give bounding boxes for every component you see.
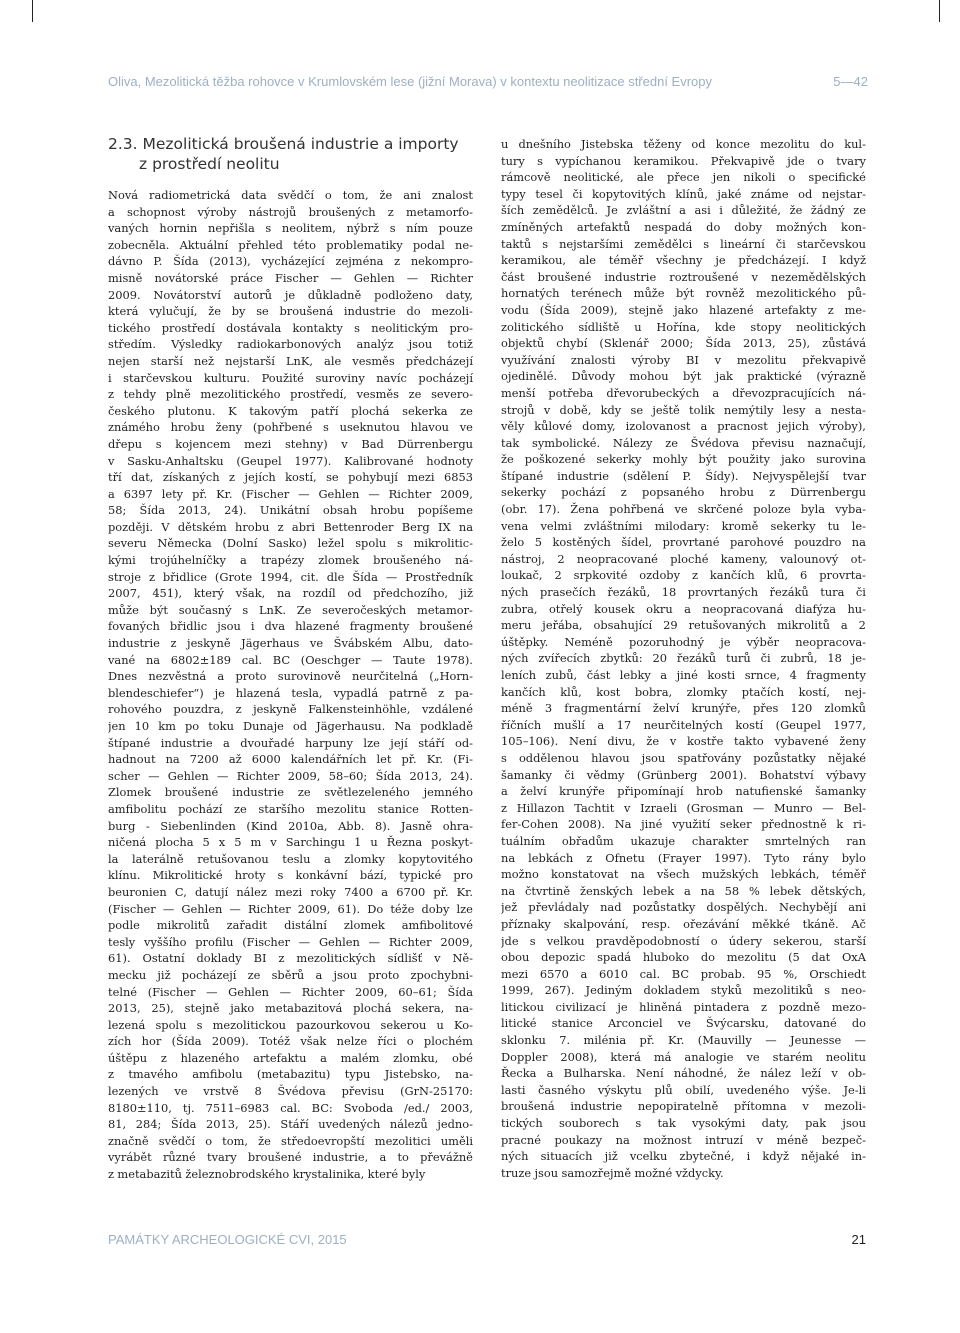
text-line: i starčevskou kulturu. Použité suroviny navíc pocházejí [108, 370, 473, 385]
text-line: mecku již pocházejí ze sběrů a jsou proto zpochybni- [108, 967, 473, 982]
text-line: z Hillazon Tachtit v Izraeli (Grosman — Munro — Bel- [501, 800, 866, 815]
text-line: z tehdy plně mezolitického prostředí, vesměs ze severo- [108, 387, 473, 402]
text-line: a želví krunýře připomínají hrob natufienské šamanky [501, 784, 866, 799]
text-line: a 6397 lety př. Kr. (Fischer — Gehlen — Richter 2009, [108, 486, 473, 501]
text-line: tického prostředí dostávala kontakty s neolitickým pro- [108, 320, 473, 335]
text-line: litické stanice Arconciel ve Švýcarsku, datované do [501, 1016, 866, 1031]
text-line: (Fischer — Gehlen — Richter 2009, 61). Do téže doby lze [108, 901, 473, 916]
text-line: la laterálně retušovanou teslu a zlomky kopytovitého [108, 851, 473, 866]
text-line: vaných hornin nepřišla s neolitem, nýbrž s ním pouze [108, 221, 473, 236]
text-line: beuronien C, datují nález mezi roky 7400 a 6700 př. Kr. [108, 884, 473, 899]
page-range: 5—42 [833, 74, 868, 89]
text-line: 61). Ostatní doklady BI z mezolitických sídlišť v Ně- [108, 951, 473, 966]
section-heading [108, 134, 478, 174]
text-line: podle mikrolitů zařadit distální zlomek amfibolitové [108, 918, 473, 933]
text-line: 8180±110, tj. 7511–6983 cal. BC: Svoboda /ed./ 2003, [108, 1100, 473, 1115]
text-line: kými trojúhelníčky a trapézy zlomek broušeného ná- [108, 553, 473, 568]
text-line: rámcově neolitické, ale přece jen nikoli o specifické [501, 170, 866, 185]
text-line: Zlomek broušené industrie ze světlezeleného jemného [108, 785, 473, 800]
text-line: lezená spolu s mezolitickou pazourkovou sekerou u Ko- [108, 1017, 473, 1032]
text-line: misně novátorské práce Fischer — Gehlen — Richter [108, 270, 473, 285]
text-line: tury s vypíchanou keramikou. Překvapivě jde o tvary [501, 153, 866, 168]
page-footer [108, 1232, 866, 1247]
text-line: dávno P. Šída (2013), vycházející zejména z nekompro- [108, 254, 473, 269]
text-line: později. V dětském hrobu z abri Bettenroder Berg IX na [108, 519, 473, 534]
text-line: vané na 6802±189 cal. BC (Oeschger — Taute 1978). [108, 652, 473, 667]
text-line: tesly vyššího profilu (Fischer — Gehlen — Richter 2009, [108, 934, 473, 949]
text-line: středím. Výsledky radiokarbonových analýz jsou totiž [108, 337, 473, 352]
text-line: ných zvířecích zbytků: 20 řezáků turů či zubrů, 18 je- [501, 651, 866, 666]
text-line: strojů v době, kdy se ještě tolik nemýtily lesy a nesta- [501, 402, 866, 417]
text-line: kančích klů, kost bobra, zlomky ptačích kostí, nej- [501, 684, 866, 699]
text-line: tických souborech s tak vysokými daty, pak jsou [501, 1116, 866, 1131]
text-line: z metabazitů železnobrodského krystalinika, které byly [108, 1167, 426, 1182]
text-line: meru jeřába, obsahující 29 retušovaných mikrolitů a 2 [501, 618, 866, 633]
text-line: Řecka a Bulharska. Není náhodné, že nález leží v ob- [501, 1066, 866, 1081]
text-line: mezi 6570 a 6010 cal. BC probab. 95 %, Orschiedt [501, 966, 866, 981]
text-line: menší potřeba dřevorubeckých a dřevozpracujících ná- [501, 385, 866, 400]
text-line: obou depozic spadá hluboko do mezolitu (5 dat OxA [501, 950, 866, 965]
text-line: leních zubů, část lebky a jiné kosti srnce, 4 fragmenty [501, 668, 866, 682]
section-number: 2.3. [108, 135, 138, 153]
journal-name: PAMÁTKY ARCHEOLOGICKÉ CVI, 2015 [108, 1232, 347, 1247]
text-line: pracné poukazy na možnost intruzí v méně bezpeč- [501, 1132, 866, 1147]
text-line: v Sasku-Anhaltsku (Geupel 1977). Kalibrované hodnoty [108, 453, 473, 468]
text-line: zmíněných artefaktů nespadá do doby možných kon- [501, 219, 866, 234]
text-line: úštěpu z hlazeného artefaktu a malém zlomku, obé [108, 1050, 473, 1065]
text-line: želo 5 kostěných šídel, provrtané parohové pouzdro na [501, 535, 866, 550]
text-line: dřepu s kojencem mezi stehny) v Bad Dürrenbergu [108, 436, 473, 451]
text-line: 58; Šída 2013, 24). Unikátní obsah hrobu popíšeme [108, 503, 473, 518]
text-line: sekerky pochází z popsaného hrobu z Dürrenbergu [501, 485, 866, 500]
text-line: část broušené industrie roztroušené v nezemědělských [501, 269, 866, 284]
text-line: jde s velkou pravděpodobností o údery sekerou, starší [501, 933, 866, 948]
text-line: méně 3 fragmentární želví krunýře, přes 120 zlomků [501, 701, 866, 716]
text-line: na čtvrtině ženských lebek a na 58 % lebek dětských, [501, 883, 866, 898]
text-line: industrie z jeskyně Jägerhaus ve Švábském Albu, dato- [108, 636, 473, 651]
text-line: vena velmi zvláštními milodary: kromě sekerky tu le- [501, 518, 866, 533]
text-line: ničená plocha 5 x 5 m v Sarchingu 1 u Řezna poskyt- [108, 835, 473, 850]
text-line: tak symbolické. Nálezy ze Švédova převisu naznačují, [501, 435, 866, 450]
text-line: 105–106). Není divu, že v kostře takto vybavené ženy [501, 734, 866, 749]
text-line: s oddělenou hlavou jsou spatřovány pozůstatky nějaké [501, 750, 866, 765]
crop-mark-left [32, 0, 33, 22]
text-line: truze jsou samozřejmě možné vždycky. [501, 1165, 724, 1180]
text-line: známého hrobu ženy (pohřbené s useknutou hlavou ve [108, 420, 473, 435]
section-title-line1: Mezolitická broušená industrie a importy [142, 135, 459, 153]
text-line: může být současný s LnK. Ze severočeských metamor- [108, 602, 473, 617]
text-line: lasti časného výskytu plů obilí, uvedeného výše. Je-li [501, 1082, 866, 1097]
text-line: využívání znalosti výroby BI v mezolitu překvapivě [501, 352, 866, 367]
text-line: vodu (Šída 2009), stejně jako hlazené artefakty z me- [501, 302, 866, 317]
text-line: fer-Cohen 2008). Na jiné využití seker přednostně k ri- [501, 817, 866, 832]
text-line: nejen starší než nejstarší LnK, ale vesměs předcházejí [108, 353, 473, 368]
text-line: klínu. Mikrolitické hroty s konkávní bází, typické pro [108, 868, 473, 883]
text-line: 2007, 451), který však, na rozdíl od předchozího, již [108, 586, 473, 601]
text-line: ších zemědělců. Je zvláštní a asi i důležité, že žádný ze [501, 203, 866, 218]
page-number: 21 [851, 1232, 866, 1247]
text-line: z tmavého amfibolu (metabazitu) typu Jistebsko, na- [108, 1067, 473, 1082]
text-line: telné (Fischer — Gehlen — Richter 2009, 60–61; Šída [108, 984, 473, 999]
text-line: scher — Gehlen — Richter 2009, 58–60; Šída 2013, 24). [108, 768, 473, 783]
text-line: 2013, 25), stejně jako metabazitová plochá sekera, na- [108, 1001, 473, 1016]
text-line: blendeschiefer“) je hlazená tesla, vypadlá patrně z pa- [108, 685, 473, 700]
text-line: ojedinělé. Důvody mohou být jak praktické (výrazně [501, 369, 866, 384]
text-line: keramikou, ale téměř všechny je předcházejí. I když [501, 253, 866, 268]
text-line: lezených ve vrstvě 8 Švédova převisu (GrN-25170: [108, 1084, 473, 1099]
text-line: u dnešního Jistebska těženy od konce mezolitu do kul- [501, 137, 866, 151]
text-line: zích hor (Šída 2009). Totéž však nelze říci o plochém [108, 1034, 473, 1049]
text-line: burg - Siebenlinden (Kind 2010a, Abb. 8). Jasně ohra- [108, 818, 473, 833]
text-line: Dnes nezvěstná a proto surovinově neurčitelná („Horn- [108, 669, 473, 684]
text-line: stroje z břidlice (Grote 1994, cit. dle Šída — Prostředník [108, 569, 473, 584]
text-line: (obr. 17). Žena pohřbená ve skrčené poloze byla vyba- [501, 502, 866, 517]
crop-mark-right [939, 0, 940, 22]
text-line: fovaných břidlic jsou i dva hlazené fragmenty broušené [108, 619, 473, 634]
text-line: značně svědčí o tom, že středoevropští mezolitici uměli [108, 1133, 473, 1148]
text-line: nástroj, 2 neopracované ploché kameny, valounový ot- [501, 551, 866, 566]
text-line: typy tesel či kopytovitých klínů, jaké známe od nejstar- [501, 186, 866, 201]
text-line: Nová radiometrická data svědčí o tom, že ani znalost [108, 188, 473, 202]
text-line: jež převládaly nad pozůstatky dospělých. Nechybějí ani [501, 900, 866, 915]
text-line: že poškozené sekerky mohly být použity jako surovina [501, 452, 866, 467]
text-line: 2009. Novátorství autorů je důkladně podloženo daty, [108, 287, 473, 302]
text-line: severu Německa (Dolní Sasko) ležel spolu s mikrolitic- [108, 536, 473, 551]
text-line: a schopnost výroby nástrojů broušených z metamorfo- [108, 204, 473, 219]
text-line: štípané industrie (sdělení P. Šídy). Nejvyspělejší tvar [501, 468, 866, 483]
text-line: tří dat, získaných z jejích kostí, se pohybují mezi 6853 [108, 470, 473, 485]
text-line: jen 10 km po toku Dunaje od Jägerhausu. Na podkladě [108, 719, 473, 733]
text-line: na lebkách z Ofnetu (Frayer 1997). Tyto rány bylo [501, 850, 866, 865]
text-line: litickou civilizací je hliněná pintadera z pozdně mezo- [501, 999, 866, 1014]
text-line: tuálním obřadům ukazuje charakter smrtelných ran [501, 833, 866, 848]
left-column-text [108, 187, 473, 1183]
text-line: říčních mušlí a 17 neurčitelných kostí (Geupel 1977, [501, 717, 866, 732]
text-line: Doppler 2008), která má analogie ve starém neolitu [501, 1049, 866, 1064]
text-line: která vylučují, že by se broušená industrie do mezoli- [108, 304, 473, 319]
text-line: zolitického sídliště u Hořína, kde stopy neolitických [501, 319, 866, 334]
section-title-line2: z prostředí neolitu [139, 155, 280, 173]
text-line: možno konstatovat na všech mužských lebkách, téměř [501, 867, 866, 882]
text-line: ných situacích již vcelku zbytečné, i když nějaké in- [501, 1149, 866, 1164]
right-column-text [501, 136, 866, 1181]
running-header [108, 74, 868, 89]
text-line: 1999, 267). Jediným dokladem styků mezolitiků s neo- [501, 983, 866, 998]
text-line: amfibolitu pochází ze staršího mezolitu stanice Rotten- [108, 801, 473, 816]
text-line: taktů s nejstaršími zemědělci s lineární či starčevskou [501, 236, 866, 251]
text-line: šamanky či vědmy (Grünberg 2001). Bohatství výbavy [501, 767, 866, 782]
text-line: rohového pouzdra, z jeskyně Falkensteinhöhle, vzdálené [108, 702, 473, 717]
running-title: Oliva, Mezolitická těžba rohovce v Krumlovském lese (jižní Morava) v kontextu neolitizace střední Evropy [108, 74, 713, 89]
text-line: zobecněla. Aktuální přehled této problematiky podal ne- [108, 237, 473, 252]
text-line: vyrábět různé tvary broušené industrie, a to převážně [108, 1150, 473, 1165]
text-line: zubra, otřelý kousek okru a neopracovaná diafýza hu- [501, 601, 866, 616]
text-line: 81, 284; Šída 2013, 25). Stáří uvedených nálezů jedno- [108, 1117, 473, 1132]
text-line: loukač, 2 srpkovité ozdoby z kančích klů, 6 provrta- [501, 568, 866, 583]
text-line: českého plutonu. K takovým patří plochá sekerka ze [108, 403, 473, 418]
text-line: štípané industrie a dvouřadé harpuny lze její stáří od- [108, 735, 473, 750]
text-line: věly kůlové domy, izolovanost a pracnost jejich výroby), [501, 419, 866, 434]
text-line: příznaky skalpování, resp. ořezávání měkké tkáně. Ač [501, 916, 866, 931]
text-line: sklonku 7. milénia př. Kr. (Mauvilly — Jeunesse — [501, 1033, 866, 1048]
text-line: hornatých terénech může být rovněž mezolitického pů- [501, 286, 866, 301]
text-line: úštěpky. Neméně pozoruhodný je výběr neopracova- [501, 634, 866, 649]
text-line: objektů chybí (Sklenář 2000; Šída 2013, 25), zůstává [501, 336, 866, 351]
text-line: ných prasečích řezáků, 18 provrtaných řezáků tura či [501, 585, 866, 600]
text-line: broušená industrie nepopiratelně přítomna v mezoli- [501, 1099, 866, 1114]
text-line: hadnout na 7200 až 6000 kalendářních let př. Kr. (Fi- [108, 752, 473, 767]
